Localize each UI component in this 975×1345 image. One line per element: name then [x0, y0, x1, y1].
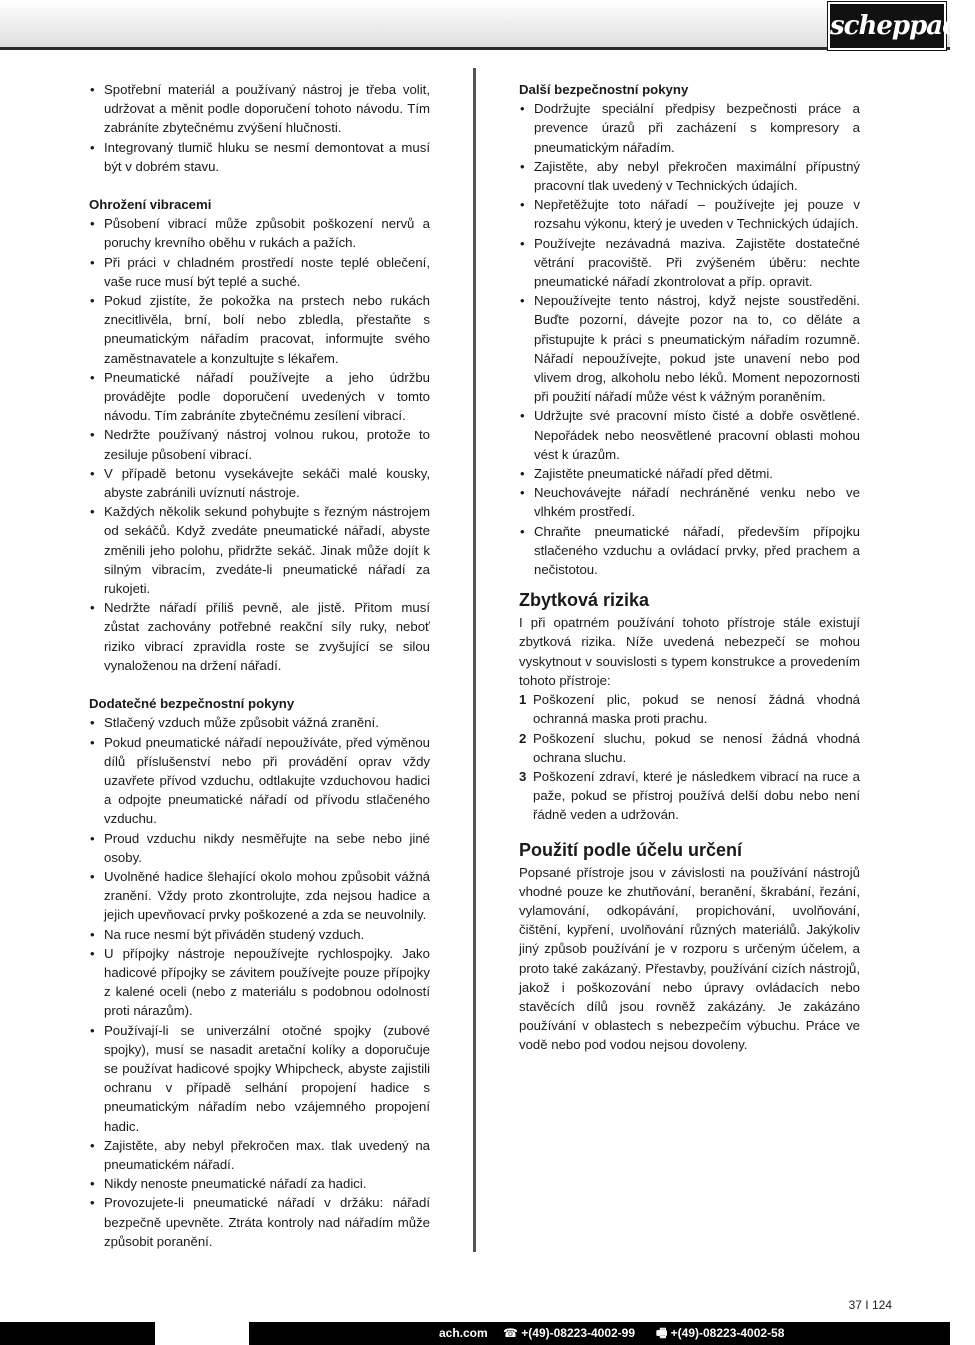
footer-bar-left: [0, 1322, 155, 1345]
list-item: • Proud vzduchu nikdy nesměřujte na sebe nebo jiné osoby.: [89, 829, 430, 867]
further-safety-list: [519, 99, 860, 579]
list-item: • Pokud zjistíte, že pokožka na prstech nebo rukách znecitlivěla, brní, bolí nebo zbledla, přestaňte s pneumatickým nářadím pracovat, informujte svého zaměstnavatele a konzultujte s lékařem.: [89, 291, 430, 368]
page-number: 37 I 124: [848, 1298, 892, 1312]
further-safety-heading: Další bezpečnostní pokyny: [519, 82, 689, 97]
list-item: • Zajistěte, aby nebyl překročen max. tlak uvedený na pneumatickém nářadí.: [89, 1136, 430, 1174]
list-item: • Integrovaný tlumič hluku se nesmí demontovat a musí být v dobrém stavu.: [89, 138, 430, 176]
list-item: • Nepřetěžujte toto nářadí – používejte jej pouze v rozsahu výkonu, který je uveden v Technických údajích.: [519, 195, 860, 233]
list-item: • U přípojky nástroje nepoužívejte rychlospojky. Jako hadicové přípojky se závitem používejte pouze přípojky z kalené oceli (nebo z materiálu s podobnou odolností proti nárazům).: [89, 944, 430, 1021]
numbered-item: [519, 690, 860, 728]
intended-use-heading: Použití podle účelu určení: [519, 839, 743, 860]
list-item: • Neuchovávejte nářadí nechráněné venku nebo ve vlhkém prostředí.: [519, 483, 860, 521]
item-text: Poškození sluchu, pokud se nenosí žádná vhodná ochrana sluchu.: [533, 730, 860, 765]
scheppach-logo: scheppach: [828, 2, 946, 50]
item-number: 2: [519, 730, 527, 746]
list-item: • Zajistěte, aby nebyl překročen maximální přípustný pracovní tlak uvedený v Technických údajích.: [519, 157, 860, 195]
list-item: • Nepoužívejte tento nástroj, když nejste soustředěni. Buďte pozorní, dávejte pozor na to, co děláte a přistupujte k práci s pneumatickým nářadím rozumně. Nářadí nepoužívejte, pokud jste unavení nebo pod vlivem drog, alkoholu nebo léků. Moment nepozornosti při použití nářadí může vést k vážným poraněním.: [519, 291, 860, 406]
footer-phone: ☎ +(49)-08223-4002-99: [503, 1326, 636, 1340]
list-item: • Provozujete-li pneumatické nářadí v držáku: nářadí bezpečně upevněte. Ztráta kontroly nad nářadím může způsobit poranění.: [89, 1193, 430, 1251]
list-item: • Nikdy nenoste pneumatické nářadí za hadici.: [89, 1174, 430, 1193]
intro-list: [89, 80, 430, 176]
list-item: • Uvolněné hadice šlehající okolo mohou způsobit vážná zranění. Vždy proto zkontrolujte, zda nejsou hadice a jejich upevňovací prvky poškozené a zda se neuvolnily.: [89, 867, 430, 925]
list-item: • V případě betonu vysekávejte sekáči malé kousky, abyste zabránili uvíznutí nástroje.: [89, 464, 430, 502]
numbered-item: [519, 767, 860, 825]
list-item: • Pokud pneumatické nářadí nepoužíváte, před výměnou dílů příslušenství nebo při provádění oprav vždy uzavřete přívod vzduchu, odtlakujte vzduchovou hadici a odpojte pneumatické nářadí od přívodu stlačeného vzduchu.: [89, 733, 430, 829]
list-item: • Používají-li se univerzální otočné spojky (zubové spojky), musí se nasadit aretační kolíky a doporučuje se používat hadicové spojky Whipcheck, abyste zajistili ochranu v případě selhání propojení hadice s pneumatickým nářadím nebo vzájemného propojení hadic.: [89, 1021, 430, 1136]
list-item: • Zajistěte pneumatické nářadí před dětmi.: [519, 464, 860, 483]
left-column: [89, 80, 430, 1251]
list-item: • Chraňte pneumatické nářadí, především přípojku stlačeného vzduchu a ovládací prvky, před prachem a nečistotou.: [519, 522, 860, 580]
residual-risks-intro: I při opatrném používání tohoto přístroje stále existují zbytková rizika. Níže uvedená nebezpečí se mohou vyskytnout v souvislosti s typem konstrukce a provedením tohoto přístroje:: [519, 615, 860, 688]
list-item: • Nedržte nářadí příliš pevně, ale jistě. Přitom musí zůstat zachovány potřebné reakční síly ruky, neboť riziko vibrací zpravidla roste se zvyšující se silou vynaloženou na držení nářadí.: [89, 598, 430, 675]
column-divider: [473, 68, 476, 1252]
residual-risks-heading: Zbytková rizika: [519, 590, 650, 611]
additional-safety-list: [89, 713, 430, 1251]
page-header: [0, 0, 950, 50]
header-rule: [0, 47, 950, 50]
additional-safety-heading: Dodatečné bezpečnostní pokyny: [89, 696, 295, 712]
list-item: • Nedržte používaný nástroj volnou rukou, protože to zesiluje působení vibrací.: [89, 425, 430, 463]
right-column: [519, 80, 860, 1055]
item-number: 3: [519, 768, 527, 784]
item-text: Poškození plic, pokud se nenosí žádná vhodná ochranná maska proti prachu.: [533, 692, 860, 727]
residual-risks-list: [519, 690, 860, 824]
vibrations-heading: Ohrožení vibracemi: [89, 197, 212, 213]
list-item: • Udržujte své pracovní místo čisté a dobře osvětlené. Nepořádek nebo neosvětlené pracovní oblasti mohou vést k úrazům.: [519, 406, 860, 464]
intended-use-text: Popsané přístroje jsou v závislosti na používání nástrojů vhodné pouze ke zhutňování, beranění, škrabání, řezání, vylamování, odkopávání, propichování, uvolňování, čištění, kypření, uvolňování různých materiálů. Jakýkoliv jiný způsob používání je v rozporu s určeným účelem, a proto také zakázaný. Přestavby, používání cizích nástrojů, jakož i poškozování nebo úpravy ovládacích nebo stavěcích dílů jsou rovněž zakázány. Je zakázáno používání v oblastech s nebezpečím výbuchu. Práce ve vodě nebo pod vodou nejsou dovoleny.: [519, 864, 860, 1053]
list-item: • Spotřební materiál a používaný nástroj je třeba volit, udržovat a měnit podle doporučení tohoto návodu. Tím zabráníte zbytečnému zvýšení hlučnosti.: [89, 80, 430, 138]
footer-website-link[interactable]: ach.com: [439, 1326, 488, 1340]
item-number: 1: [519, 692, 527, 708]
vibrations-list: [89, 214, 430, 675]
list-item: • Pneumatické nářadí používejte a jeho údržbu provádějte podle doporučení uvedených v tomto návodu. Tím zabráníte zbytečnému zesílení vibrací.: [89, 368, 430, 426]
footer-fax: 🖷 +(49)-08223-4002-58: [656, 1326, 785, 1340]
list-item: • Používejte nezávadná maziva. Zajistěte dostatečné větrání pracoviště. Při zvýšeném úběru: nechte pneumatické nářadí zkontrolovat a příp. opravit.: [519, 234, 860, 292]
list-item: • Dodržujte speciální předpisy bezpečnosti práce a prevence úrazů při zacházení s kompresory a pneumatickým nářadím.: [519, 99, 860, 157]
list-item: • Působení vibrací může způsobit poškození nervů a poruchy krevního oběhu v rukách a pažích.: [89, 214, 430, 252]
footer-contact-bar: [249, 1322, 950, 1345]
list-item: • Při práci v chladném prostředí noste teplé oblečení, vaše ruce musí být teplé a suché.: [89, 253, 430, 291]
list-item: • Na ruce nesmí být přiváděn studený vzduch.: [89, 925, 430, 944]
list-item: • Každých několik sekund pohybujte s řezným nástrojem od sekáčů. Když zvedáte pneumatické nářadí, abyste změnili jeho polohu, přidržte sekáč. Jinak může dojít k silným vibracím, zvedáte-li pneumatické nářadí za rukojeti.: [89, 502, 430, 598]
item-text: Poškození zdraví, které je následkem vibrací na ruce a paže, pokud se přístroj používá delší dobu nebo není řádně veden a udržován.: [533, 768, 860, 823]
numbered-item: [519, 729, 860, 767]
list-item: • Stlačený vzduch může způsobit vážná zranění.: [89, 713, 430, 732]
